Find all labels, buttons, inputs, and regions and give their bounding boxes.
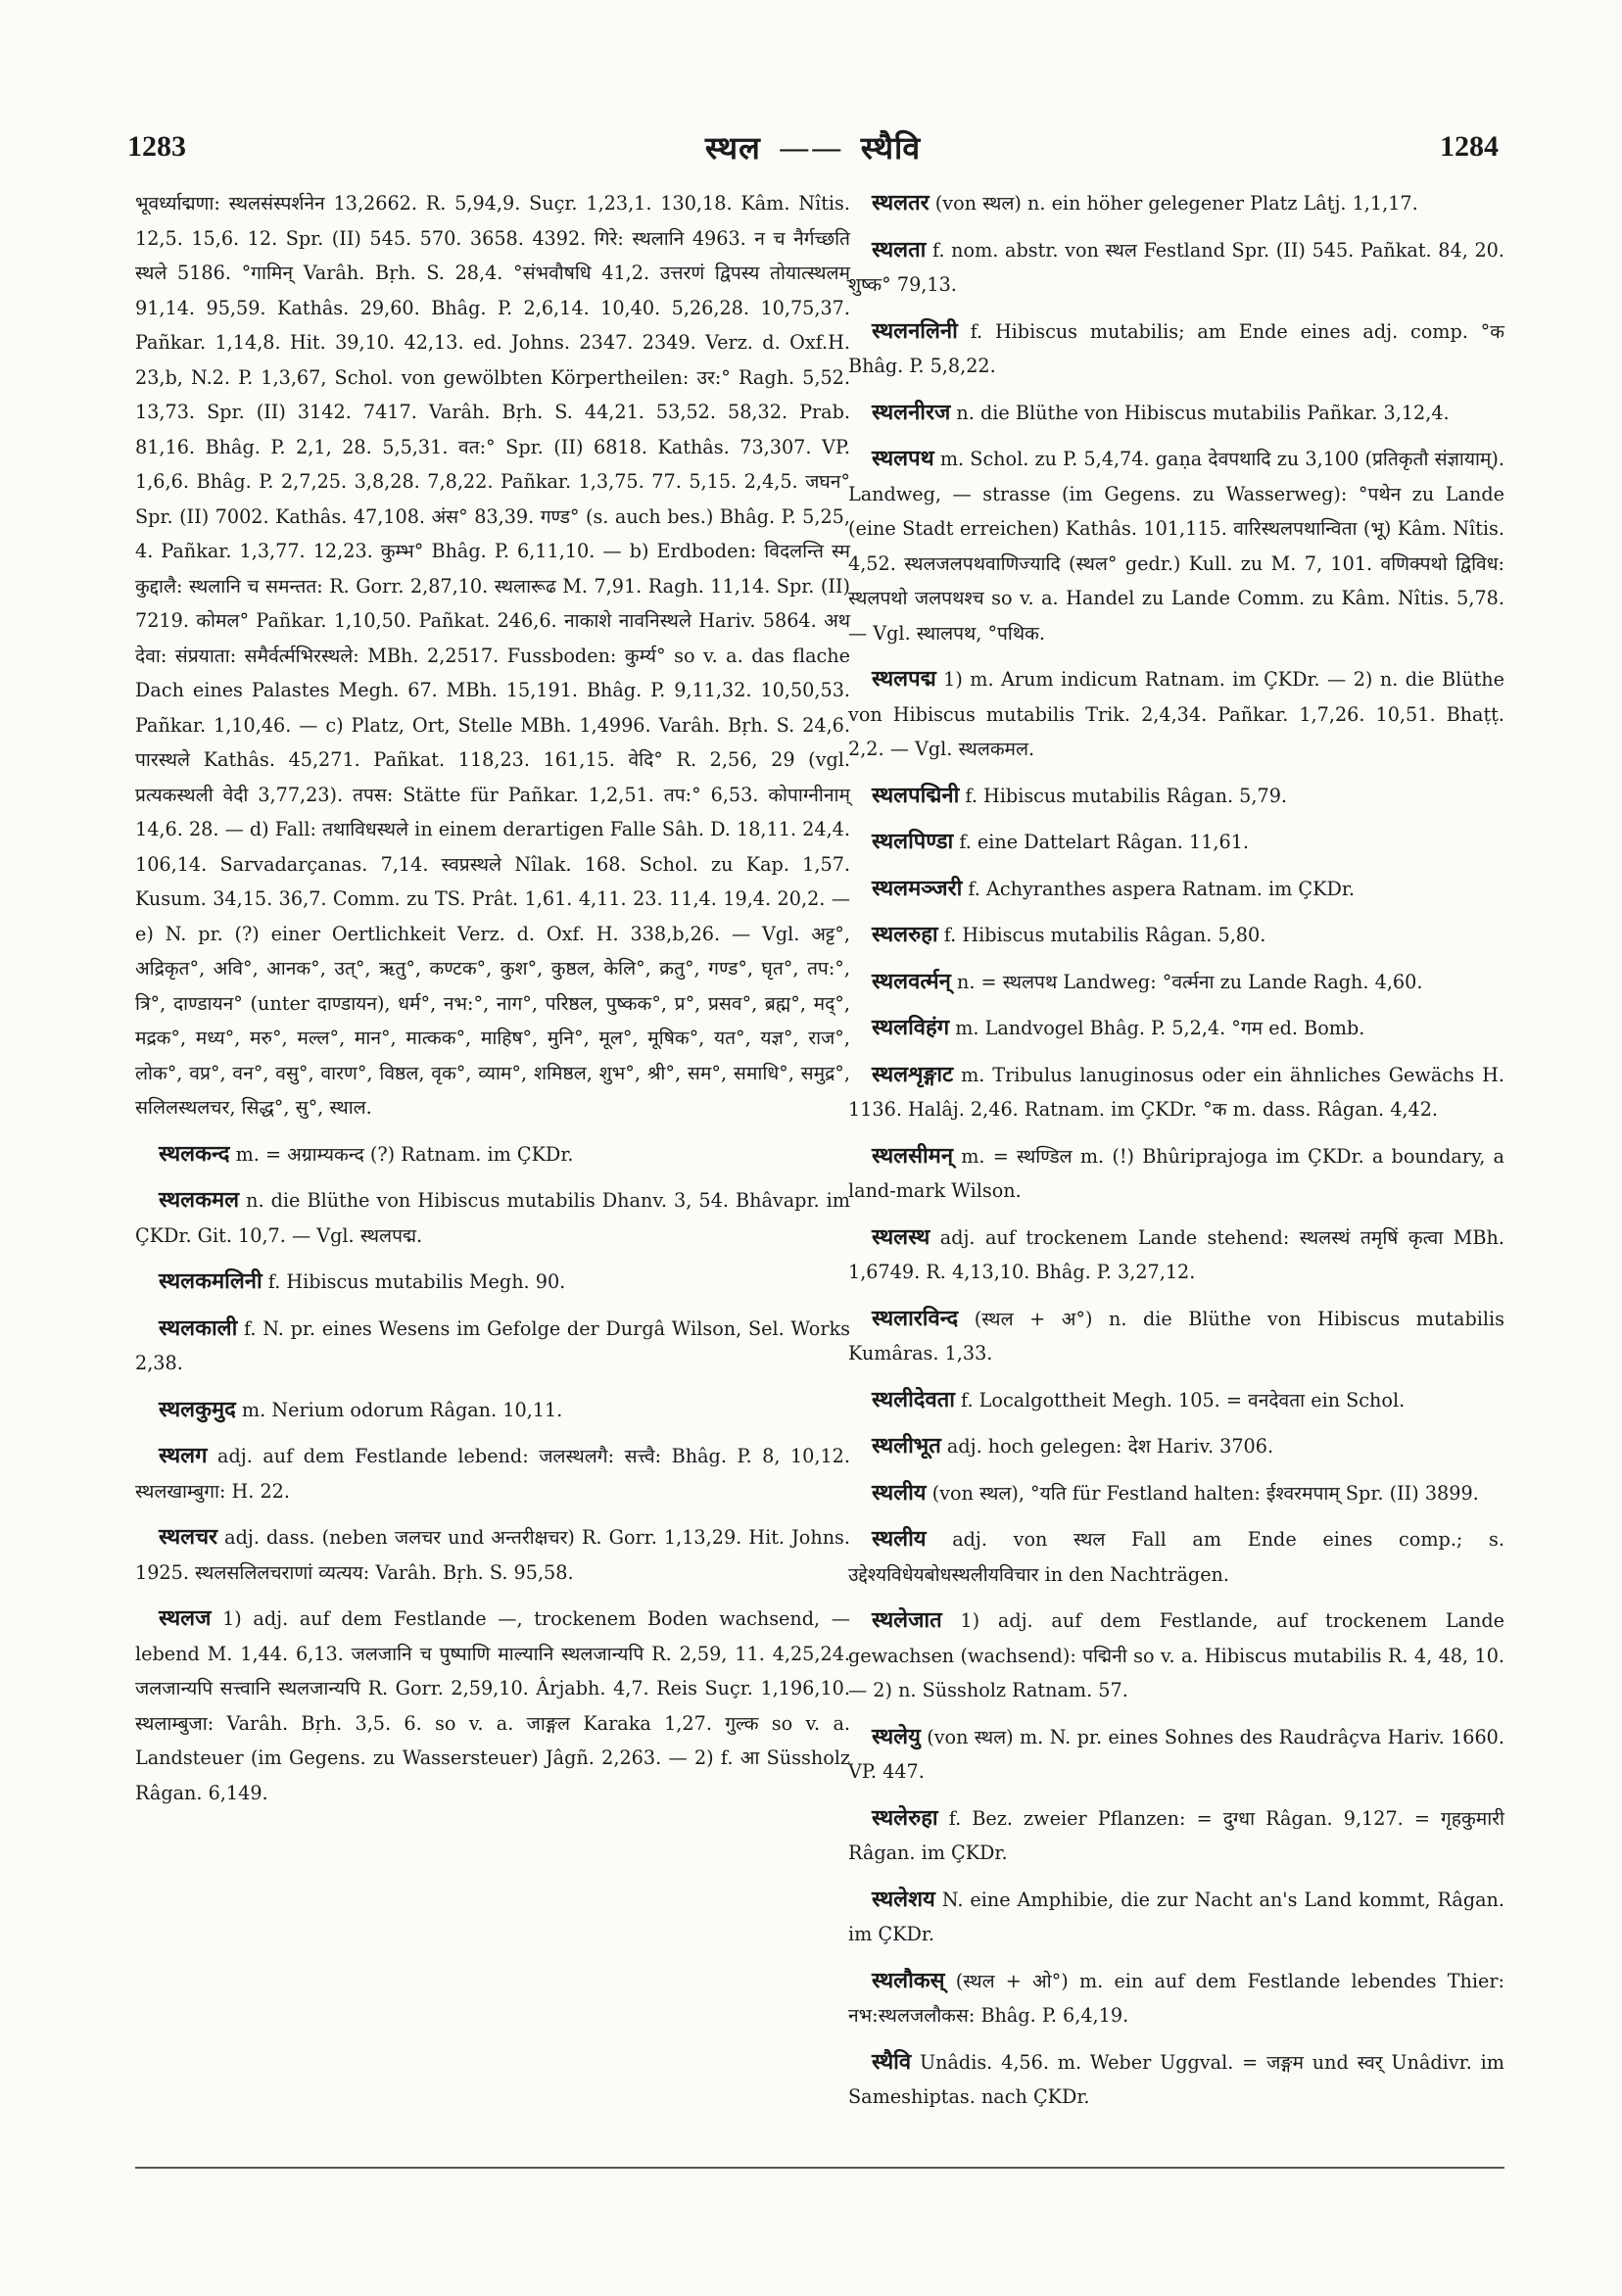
dictionary-entry <box>135 186 850 1125</box>
dictionary-entry <box>848 1964 1504 2033</box>
entry-text: f. nom. abstr. von स्थल Festland Spr. (II) 545. Pañkat. 84, 20. शुष्क° 79,13. <box>848 238 1504 296</box>
entry-headword: स्थलनीरज <box>872 399 951 425</box>
entry-text: N. eine Amphibie, die zur Nacht an's Land kommt, Râgan. im ÇKDr. <box>848 1888 1504 1945</box>
entry-text: adj. auf dem Festlande lebend: जलस्थलगै: सत्त्वै: Bhâg. P. 8, 10,12. स्थलखाम्बुगा: H. 22. <box>135 1445 850 1503</box>
entry-headword: स्थलसीमन् <box>872 1142 954 1169</box>
entry-text: Unâdis. 4,56. m. Weber Uggval. = जङ्गम und स्वर् Unâdivr. im Sameshiptas. nach ÇKDr. <box>848 2050 1504 2108</box>
dictionary-entry <box>135 1183 850 1253</box>
entry-text: f. Hibiscus mutabilis Râgan. 5,80. <box>937 924 1266 946</box>
dictionary-entry <box>848 233 1504 303</box>
entry-text: m. Schol. zu P. 5,4,74. gaṇa देवपथादि zu 3,100 (प्रतिकृतौ संज्ञायाम्). Landweg, — strasse (im Gegens. zu Wasserweg): °पथेन zu Lande (eine Stadt erreichen) Kathâs. 101,115. वारिस्थलपथान्विता (भू) Kâm. Nîtis. 4,52. स्थलजलपथवाणिज्यादि (स्थल° gedr.) Kull. zu M. 7, 101. वणिक्पथो द्विविध: स्थलपथो जलपथश्च so v. a. Handel zu Lande Comm. zu Kâm. Nîtis. 5,78. — Vgl. स्थालपथ, °पथिक. <box>848 448 1504 645</box>
entry-text: f. Hibiscus mutabilis Megh. 90. <box>262 1270 566 1293</box>
entry-headword: स्थलपद्म <box>872 666 936 692</box>
entry-text: (स्थल + अ°) n. die Blüthe von Hibiscus mutabilis Kumâras. 1,33. <box>848 1307 1504 1364</box>
entry-headword: स्थलारविन्द <box>872 1305 959 1331</box>
dictionary-entry <box>135 1439 850 1508</box>
page-number-left: 1283 <box>127 130 186 163</box>
entry-headword: स्थलकन्द <box>159 1140 230 1167</box>
entry-text: f. Hibiscus mutabilis Râgan. 5,79. <box>959 784 1287 807</box>
entry-headword: स्थलेशय <box>872 1886 935 1912</box>
footer-rule <box>135 2167 1504 2169</box>
dictionary-entry <box>135 1393 850 1428</box>
dictionary-entry <box>848 662 1504 767</box>
entry-headword: स्थलेयु <box>872 1723 921 1749</box>
entry-headword: स्थलकमल <box>159 1187 240 1213</box>
dictionary-entry <box>848 918 1504 953</box>
running-headword-to: स्थैवि <box>860 128 922 167</box>
entry-text: f. N. pr. eines Wesens im Gefolge der Durgâ Wilson, Sel. Works 2,38. <box>135 1316 850 1374</box>
dictionary-entry <box>848 965 1504 1000</box>
entry-headword: स्थलपथ <box>872 446 934 471</box>
entry-headword: स्थलीभूत <box>872 1433 941 1459</box>
entry-text: m. = स्थण्डिल m. (!) Bhûriprajoga im ÇKDr. a boundary, a land-mark Wilson. <box>848 1144 1504 1202</box>
entry-text: f. eine Dattelart Râgan. 11,61. <box>953 831 1250 853</box>
dictionary-entry <box>848 1383 1504 1418</box>
dictionary-entry <box>848 1220 1504 1290</box>
running-headwords <box>705 126 921 168</box>
dictionary-entry <box>848 396 1504 431</box>
right-column <box>848 186 1504 2127</box>
entry-text: n. die Blüthe von Hibiscus mutabilis Dhanv. 3, 54. Bhâvapr. im ÇKDr. Git. 10,7. — Vgl. स्थलपद्म. <box>135 1189 850 1247</box>
dictionary-entry <box>848 779 1504 814</box>
entry-text: f. Achyranthes aspera Ratnam. im ÇKDr. <box>962 877 1355 900</box>
dictionary-entry <box>135 1312 850 1381</box>
entry-text: adj. dass. (neben जलचर und अन्तरीक्षचर) R. Gorr. 1,13,29. Hit. Johns. 1925. स्थलसलिलचराणां व्यत्यय: Varâh. Bṛh. S. 95,58. <box>135 1526 850 1584</box>
entry-headword: स्थलीय <box>872 1526 927 1552</box>
entry-text: (स्थल + ओ°) m. ein auf dem Festlande lebendes Thier: नभ:स्थलजलौकस: Bhâg. P. 6,4,19. <box>848 1969 1504 2027</box>
entry-headword: स्थलशृङ्गाट <box>872 1061 954 1087</box>
entry-headword: स्थलेरुहा <box>872 1804 938 1831</box>
entry-text: adj. hoch gelegen: देश Hariv. 3706. <box>940 1435 1274 1458</box>
dictionary-entry <box>848 1883 1504 1952</box>
entry-text: m. Tribulus lanuginosus oder ein ähnliches Gewächs H. 1136. Halâj. 2,46. Ratnam. im ÇKDr. °क m. dass. Râgan. 4,42. <box>848 1063 1504 1121</box>
dictionary-entry <box>848 1801 1504 1871</box>
entry-headword: स्थलता <box>872 236 927 263</box>
dictionary-entry <box>848 872 1504 907</box>
entry-text: (von स्थल), °यति für Festland halten: ईश्वरमपाम् Spr. (II) 3899. <box>926 1481 1479 1505</box>
entry-text: m. = अग्राम्यकन्द (?) Ratnam. im ÇKDr. <box>229 1142 574 1166</box>
entry-headword: स्थलकाली <box>159 1315 238 1341</box>
dictionary-entry <box>848 1522 1504 1592</box>
entry-text: adj. auf trockenem Lande stehend: स्थलस्थं तमृषिं कृत्वा MBh. 1,6749. R. 4,13,10. Bhâg. P. 3,27,12. <box>848 1225 1504 1283</box>
dictionary-entry <box>848 1603 1504 1708</box>
dictionary-entry <box>135 1520 850 1590</box>
entry-headword: स्थलनलिनी <box>872 317 958 344</box>
entry-headword: स्थलज <box>159 1605 212 1631</box>
entry-headword: स्थलीय <box>872 1479 927 1506</box>
entry-headword: स्थलग <box>159 1443 208 1468</box>
entry-headword: स्थलरुहा <box>872 922 938 947</box>
entry-text: f. Bez. zweier Pflanzen: = दुग्धा Râgan. 9,127. = गृहकुमारी Râgan. im ÇKDr. <box>848 1806 1504 1864</box>
entry-text: (von स्थल) n. ein höher gelegener Platz Lâṭj. 1,1,17. <box>929 192 1418 215</box>
dictionary-entry <box>848 186 1504 221</box>
dictionary-entry <box>135 1602 850 1810</box>
entry-headword: स्थलविहंग <box>872 1015 950 1040</box>
entry-headword: स्थलेजात <box>872 1607 942 1633</box>
entry-text: f. Hibiscus mutabilis; am Ende eines adj. comp. °क Bhâg. P. 5,8,22. <box>848 319 1504 377</box>
entry-headword: स्थलस्थ <box>872 1223 930 1250</box>
entry-text: m. Nerium odorum Râgan. 10,11. <box>235 1398 563 1421</box>
running-headword-from: स्थल <box>704 128 761 167</box>
entry-headword: स्थलकमलिनी <box>159 1268 262 1294</box>
entry-text: m. Landvogel Bhâg. P. 5,2,4. °गम ed. Bomb. <box>949 1017 1365 1039</box>
entry-text: n. die Blüthe von Hibiscus mutabilis Pañkar. 3,12,4. <box>950 401 1450 424</box>
entry-headword: स्थलौकस् <box>872 1967 945 1993</box>
left-column <box>135 186 850 1822</box>
entry-headword: स्थलमञ्जरी <box>872 875 963 901</box>
entry-text: n. = स्थलपथ Landweg: °वर्त्मना zu Lande Ragh. 4,60. <box>950 970 1423 993</box>
entry-text: adj. von स्थल Fall am Ende eines comp.; s. उद्देश्यविधेयबोधस्थलीयविचार in den Nachträgen. <box>848 1528 1504 1586</box>
entry-headword: स्थलवर्त्मन् <box>872 968 951 994</box>
entry-headword: स्थलपिण्डा <box>872 829 954 854</box>
entry-headword: स्थैवि <box>872 2048 912 2075</box>
entry-headword: स्थलीदेवता <box>872 1386 955 1412</box>
entry-text: 1) adj. auf dem Festlande —, trockenem Boden wachsend, — lebend M. 1,44. 6,13. जलजानि च पुष्पाणि माल्यानि स्थलजान्यपि R. 2,59, 11. 4,25,24. जलजान्यपि सत्त्वानि स्थलजान्यपि R. Gorr. 2,59,10. Ârjabh. 4,7. Reis Suçr. 1,196,10. स्थलाम्बुजा: Varâh. Bṛh. 3,5. 6. so v. a. जाङ्गल Karaka 1,27. गुल्क so v. a. Landsteuer (im Gegens. zu Wassersteuer) Jâgñ. 2,263. — 2) f. आ Süssholz Râgan. 6,149. <box>135 1607 850 1804</box>
entry-headword: स्थलचर <box>159 1524 218 1550</box>
dictionary-entry <box>848 825 1504 860</box>
dictionary-entry <box>848 314 1504 384</box>
page-header <box>127 125 1499 168</box>
entry-text: f. Localgottheit Megh. 105. = वनदेवता ein Schol. <box>954 1388 1406 1411</box>
dictionary-entry <box>848 1058 1504 1127</box>
dictionary-entry <box>848 1476 1504 1511</box>
entry-text: 1) m. Arum indicum Ratnam. im ÇKDr. — 2) n. die Blüthe von Hibiscus mutabilis Trik. 2,4,34. Pañkar. 1,7,26. 10,51. Bhaṭṭ. 2,2. — Vgl. स्थलकमल. <box>848 668 1504 760</box>
entry-headword: स्थलतर <box>872 190 930 215</box>
entry-text: 1) adj. auf dem Festlande, auf trockenem Lande gewachsen (wachsend): पद्मिनी so v. a. Hibiscus mutabilis R. 4, 48, 10. — 2) n. Süssholz Ratnam. 57. <box>848 1609 1504 1701</box>
dictionary-entry <box>848 1302 1504 1371</box>
entry-headword: स्थलकुमुद <box>159 1396 236 1422</box>
entry-text: भूवर्ध्याद्मणा: स्थलसंस्पर्शनेन 13,2662. R. 5,94,9. Suçr. 1,23,1. 130,18. Kâm. Nîtis. 12,5. 15,6. 12. Spr. (II) 545. 570. 3658. 4392. गिरे: स्थलानि 4963. न च नैर्गच्छति स्थले 5186. °गामिन् Varâh. Bṛh. S. 28,4. °संभवौषधि 41,2. उत्तरणं द्विपस्य तोयात्स्थलम् 91,14. 95,59. Kathâs. 29,60. Bhâg. P. 2,6,14. 10,40. 5,26,28. 10,75,37. Pañkar. 1,14,8. Hit. 39,10. 42,13. ed. Johns. 2347. 2349. Verz. d. Oxf.H. 23,b, N.2. P. 1,3,67, Schol. von gewölbten Körpertheilen: उर:° Ragh. 5,52. 13,73. Spr. (II) 3142. 7417. Varâh. Bṛh. S. 44,21. 53,52. 58,32. Prab. 81,16. Bhâg. P. 2,1, 28. 5,5,31. वत:° Spr. (II) 6818. Kathâs. 73,307. VP. 1,6,6. Bhâg. P. 2,7,25. 3,8,28. 7,8,22. Pañkar. 1,3,75. 77. 5,15. 2,4,5. जघन° Spr. (II) 7002. Kathâs. 47,108. अंस° 83,39. गण्ड° (s. auch bes.) Bhâg. P. 5,25, 4. Pañkar. 1,3,77. 12,23. कुम्भ° Bhâg. P. 6,11,10. — b) Erdboden: विदलन्ति स्म कुद्दालै: स्थलानि च समन्तत: R. Gorr. 2,87,10. स्थलारूढ M. 7,91. Ragh. 11,14. Spr. (II) 7219. कोमल° Pañkar. 1,10,50. Pañkat. 246,6. नाकाशे नावनिस्थले Hariv. 5864. अथ देवा: संप्रयाता: समैर्वर्त्मभिरस्थले: MBh. 2,2517. Fussboden: कुर्म्य° so v. a. das flache Dach eines Palastes Megh. 67. MBh. 15,191. Bhâg. P. 9,11,32. 10,50,53. Pañkar. 1,10,46. — c) Platz, Ort, Stelle MBh. 1,4996. Varâh. Bṛh. S. 24,6. पारस्थले Kathâs. 45,271. Pañkat. 118,23. 161,15. वेदि° R. 2,56, 29 (vgl. प्रत्यकस्थली वेदी 3,77,23). तपस: Stätte für Pañkar. 1,2,51. तप:° 6,53. कोपाग्नीनाम् 14,6. 28. — d) Fall: तथाविधस्थले in einem derartigen Falle Sâh. D. 18,11. 24,4. 106,14. Sarvadarçanas. 7,14. स्वप्रस्थले Nîlak. 168. Schol. zu Kap. 1,57. Kusum. 34,15. 36,7. Comm. zu TS. Prât. 1,61. 4,11. 23. 11,4. 19,4. 20,2. — e) N. pr. (?) einer Oertlichkeit Verz. d. Oxf. H. 338,b,26. — Vgl. अट्ट°, अद्रिकृत°, अवि°, आनक°, उत्°, ऋतु°, कण्टक°, कुश°, कुष्ठल, केलि°, क्रतु°, गण्ड°, घृत°, तप:°, त्रि°, दाण्डायन° (unter दाण्डायन), धर्म°, नभ:°, नाग°, परिष्ठल, पुष्कक°, प्र°, प्रसव°, ब्रह्म°, मद्°, मद्रक°, मध्य°, मरु°, मल्ल°, मान°, मात्कक°, माहिष°, मुनि°, मूल°, मूषिक°, यत°, यज्ञ°, राज°, लोक°, वप्र°, वन°, वसु°, वारण°, विष्ठल, वृक°, व्याम°, शमिष्ठल, शुभ°, श्री°, सम°, समाधि°, समुद्र°, सलिलस्थलचर, सिद्ध°, सु°, स्थाल. <box>135 192 850 1119</box>
dictionary-entry <box>848 1429 1504 1464</box>
dictionary-entry <box>848 442 1504 650</box>
dictionary-entry <box>135 1265 850 1300</box>
dictionary-entry <box>848 2045 1504 2115</box>
running-headword-dash: —— <box>778 128 843 167</box>
dictionary-entry <box>848 1011 1504 1046</box>
dictionary-entry <box>135 1137 850 1172</box>
dictionary-entry <box>848 1720 1504 1790</box>
page-number-right: 1284 <box>1439 130 1499 163</box>
dictionary-entry <box>848 1139 1504 1209</box>
entry-text: (von स्थल) m. N. pr. eines Sohnes des Raudrâçva Hariv. 1660. VP. 447. <box>848 1725 1504 1783</box>
entry-headword: स्थलपद्मिनी <box>872 782 960 808</box>
